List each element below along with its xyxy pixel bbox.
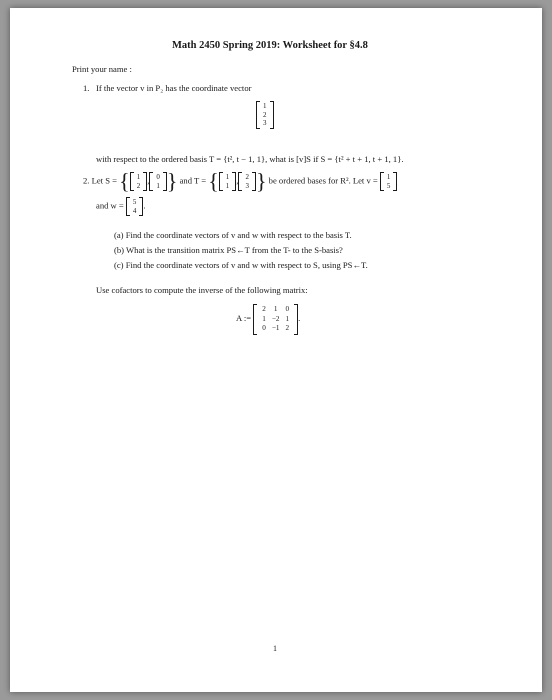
matrix-row [259, 324, 292, 334]
matrix-cell: −2 [271, 314, 280, 323]
part-text: What is the transition matrix PS←T from the T- to the S-basis? [126, 245, 343, 255]
open-brace: { [119, 168, 130, 194]
vec-entry: 1 [156, 181, 160, 190]
t-basis-vector-2 [238, 172, 256, 191]
vec-entry: 5 [132, 198, 137, 206]
and-w-label: and w = [96, 200, 124, 211]
s-basis-vector-1 [130, 172, 148, 191]
vec-entry: 1 [386, 173, 391, 181]
problem-1-line1: If the vector v in P₂ has the coordinate vector [96, 83, 252, 93]
problem-1-number: 1. [83, 83, 90, 93]
vec-entry: 1 [225, 173, 230, 181]
problem-1-vector [256, 101, 274, 129]
part-b [114, 245, 343, 256]
problem-2-line2: and w = 5 4 . [96, 198, 146, 215]
matrix-lhs: A := [236, 313, 252, 324]
part-text: Find the coordinate vectors of v and w with respect to S, using PS←T. [125, 260, 368, 270]
cofactors-instruction: Use cofactors to compute the inverse of the following matrix: [96, 285, 308, 295]
vec-entry: 0 [156, 173, 160, 181]
matrix-cell: 0 [262, 324, 266, 332]
close-brace: } [255, 168, 267, 194]
matrix-cell: 1 [273, 305, 278, 313]
open-brace: { [208, 168, 219, 194]
problem-2-number: 2. [83, 175, 90, 186]
be-ordered-text: be ordered bases for R². Let v = [268, 175, 378, 186]
matrix-equation [236, 304, 300, 335]
part-label: (c) [114, 260, 124, 270]
p1-vec-entry: 1 [263, 102, 267, 110]
matrix-cell: 1 [285, 314, 290, 323]
worksheet-page [10, 8, 542, 692]
vec-entry: 3 [245, 181, 249, 190]
matrix-trailing-period: . [298, 313, 301, 324]
vec-entry: 5 [386, 181, 391, 190]
p1-vec-entry: 3 [263, 119, 267, 127]
s-basis-vector-2 [149, 172, 167, 191]
page-title: Math 2450 Spring 2019: Worksheet for §4.8 [172, 40, 368, 51]
page-number: 1 [273, 644, 277, 653]
close-brace: } [166, 168, 178, 194]
part-label: (a) [114, 230, 124, 240]
vec-entry: 4 [132, 206, 137, 215]
part-a [114, 230, 352, 241]
part-c [114, 260, 368, 271]
problem-2-line1: 2. Let S = { 1 2 , 0 1 } and T = { 1 1 , 2 3 } be ordered bases for R². Let v = 1 5 [83, 172, 397, 191]
part-label: (b) [114, 245, 125, 255]
problem-1-line2: with respect to the ordered basis T = {t², t − 1, 1}, what is [v]S if S = {t² + t + 1, t + 1, 1}. [96, 154, 404, 164]
matrix-cell: −1 [271, 324, 280, 332]
matrix-cell: 2 [285, 324, 290, 332]
matrix-cell: 1 [262, 314, 266, 323]
vec-entry: 2 [245, 173, 249, 181]
p1-vec-entry: 2 [263, 110, 267, 119]
vec-entry: 2 [136, 181, 141, 190]
w-vector [126, 197, 144, 216]
matrix-cell: 0 [285, 305, 290, 313]
print-name-label: Print your name : [72, 64, 132, 74]
matrix-a [253, 304, 301, 335]
v-vector [380, 172, 398, 191]
matrix-cell: 2 [262, 305, 266, 313]
matrix-row [259, 305, 292, 315]
part-text: Find the coordinate vectors of v and w with respect to the basis T. [125, 230, 352, 240]
t-basis-vector-1 [219, 172, 237, 191]
matrix-row [259, 315, 292, 325]
and-t-label: and T = [179, 175, 207, 186]
let-s-label: Let S = [91, 175, 117, 186]
vec-entry: 1 [225, 181, 230, 190]
vec-entry: 1 [136, 173, 141, 181]
